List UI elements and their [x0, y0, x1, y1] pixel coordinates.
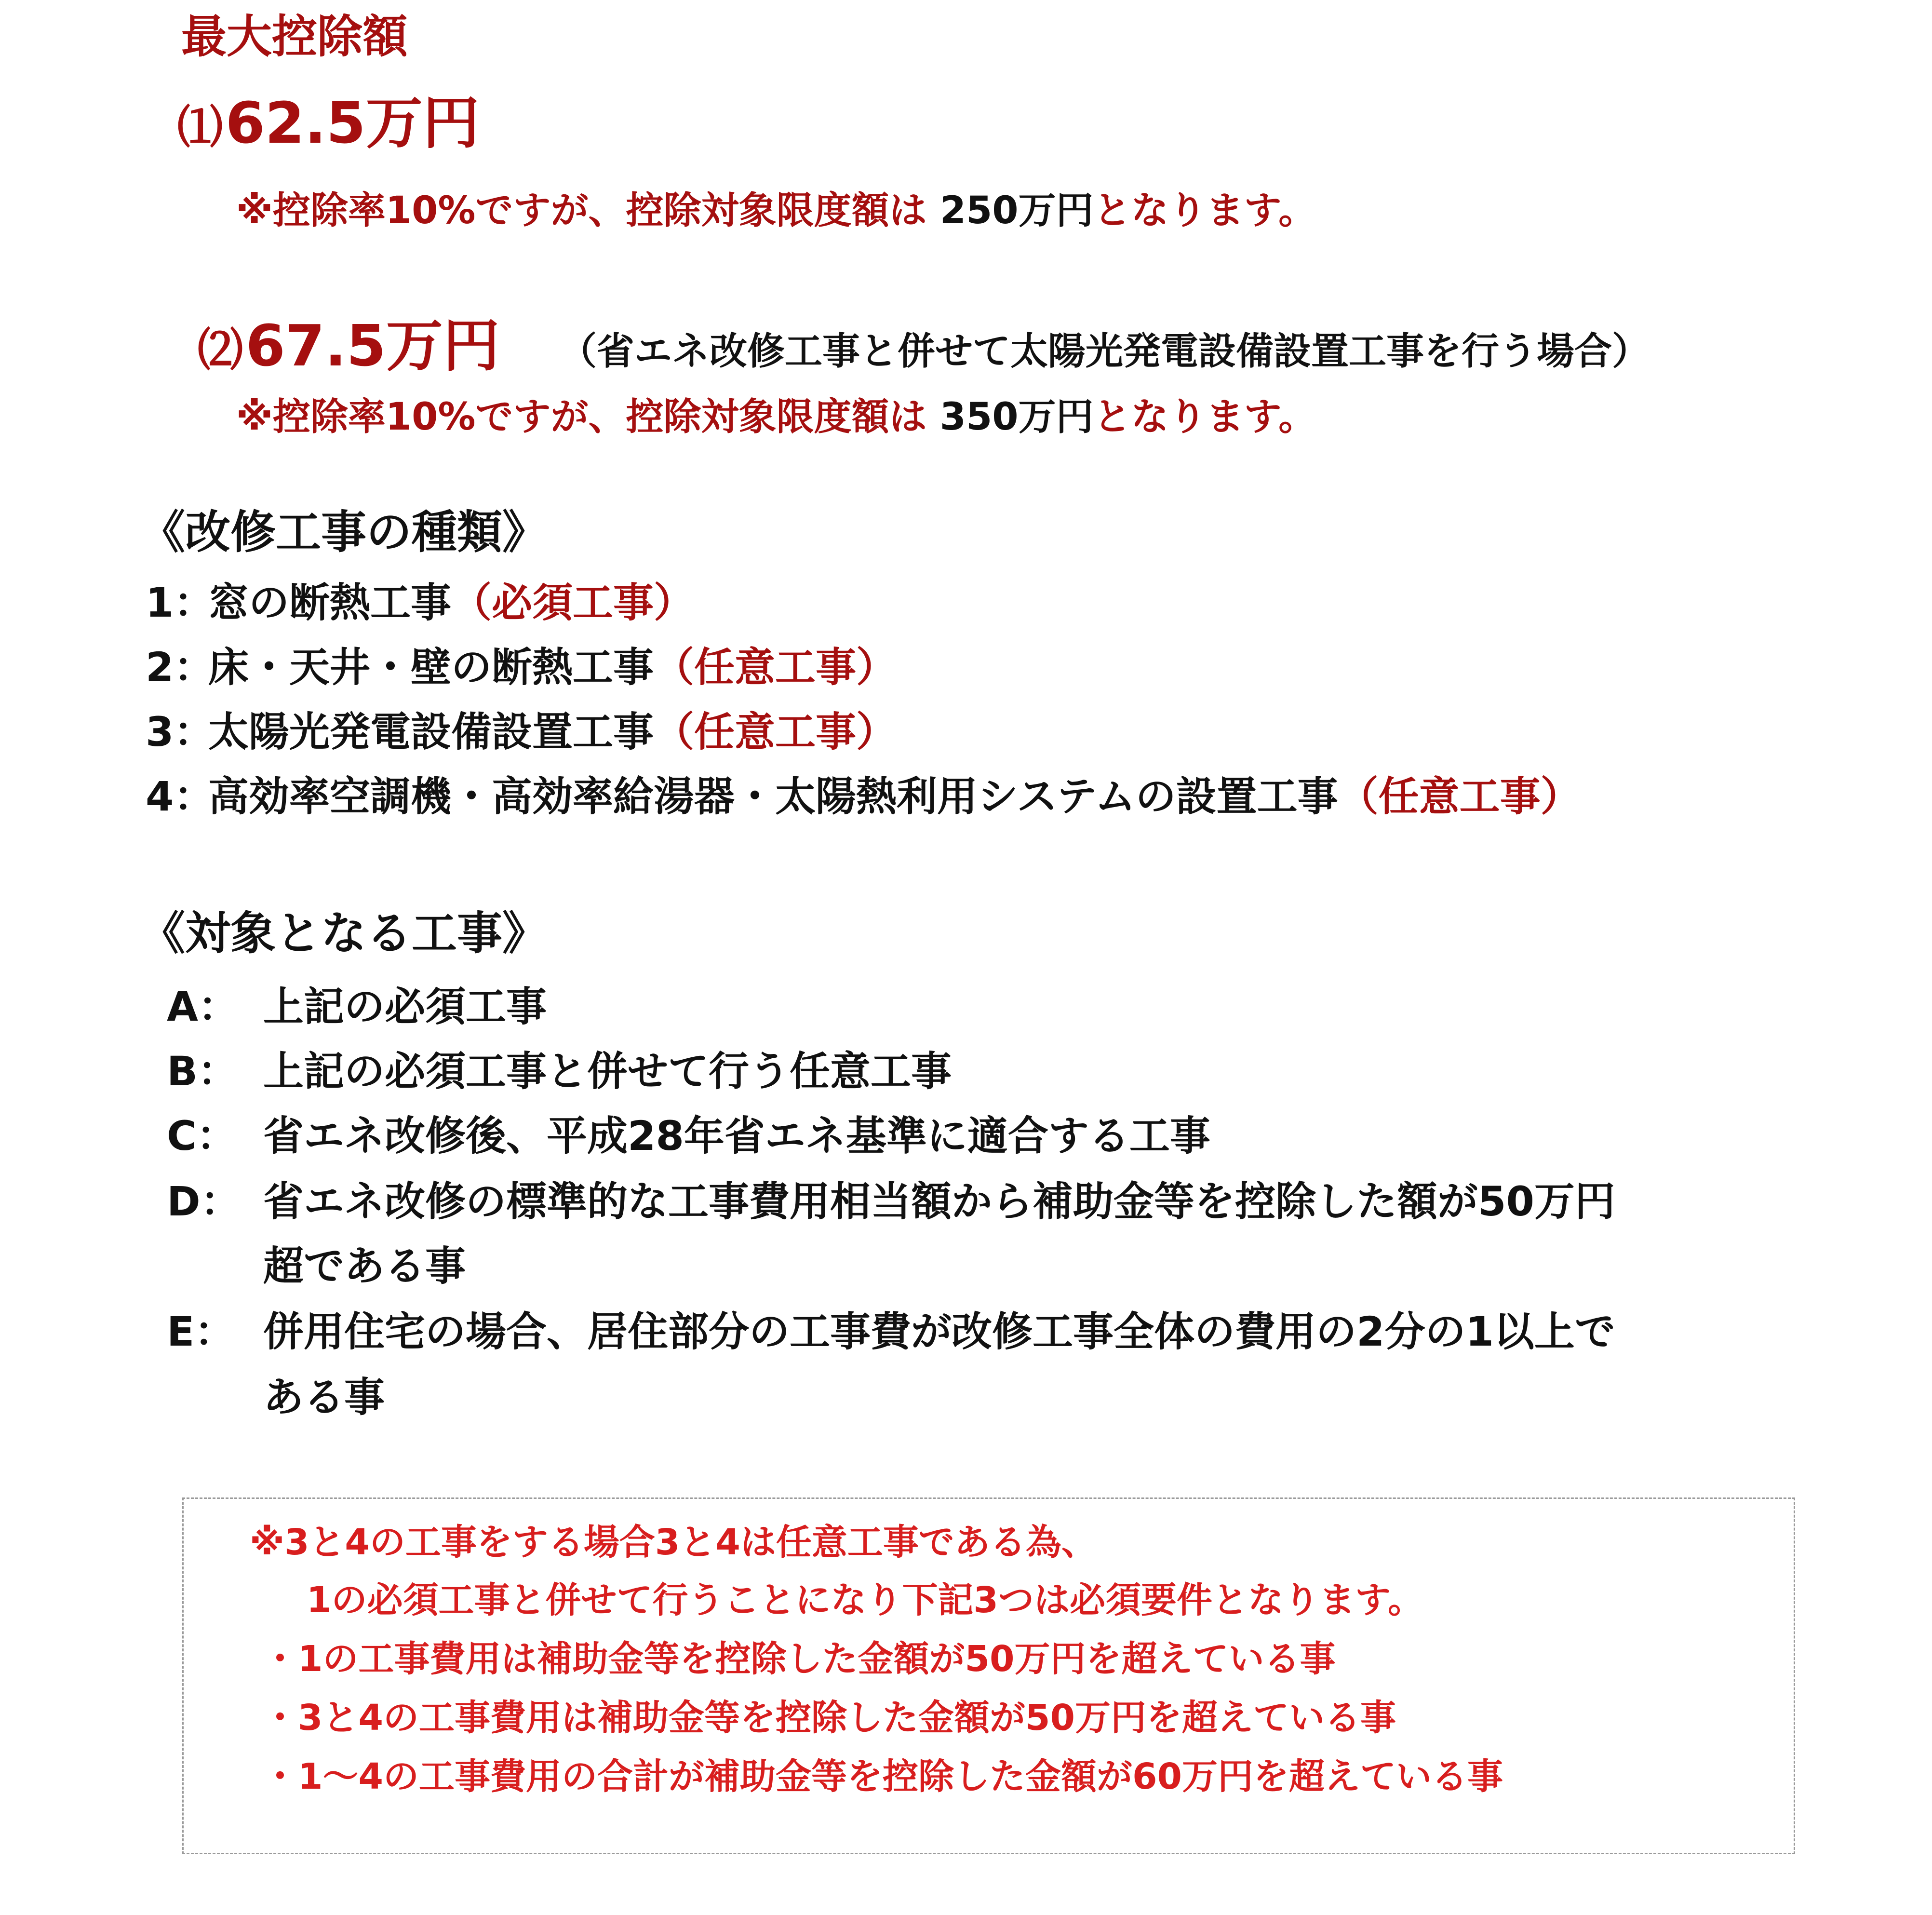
target-item-continuation: ある事 [263, 1374, 385, 1421]
notice-requirement: ・1～4の工事費用の合計が補助金等を控除した金額が60万円を超えている事 [262, 1756, 1503, 1797]
deduction-1-note-pre: ※控除率10%ですが、控除対象限度額は [236, 189, 940, 232]
target-item-text: 上記の必須工事と併せて行う任意工事 [263, 1048, 952, 1095]
type-item-number: 1： [146, 579, 215, 626]
notice-requirement: ・3と4の工事費用は補助金等を控除した金額が50万円を超えている事 [262, 1697, 1396, 1739]
deduction-2-note [236, 395, 1316, 439]
deduction-1-note-post: となります。 [1093, 189, 1316, 232]
deduction-2-amount: 67.5万円 [245, 312, 500, 379]
deduction-1-note [236, 189, 1316, 232]
target-item [167, 1178, 1615, 1225]
deduction-2-row [198, 312, 500, 379]
target-item-label: C： [167, 1112, 237, 1160]
type-item-number: 2： [146, 644, 215, 691]
type-item-text: 高効率空調機・高効率給湯器・太陽熱利用システムの設置工事 [208, 773, 1338, 820]
target-item [167, 1308, 1615, 1355]
type-item-number: 4： [146, 773, 215, 820]
target-item [167, 1048, 952, 1095]
deduction-1-amount: 62.5万円 [225, 90, 480, 156]
target-item-label: E： [167, 1308, 235, 1355]
page-title: 最大控除額 [181, 11, 408, 63]
target-item-text: 併用住宅の場合、居住部分の工事費が改修工事全体の費用の2分の1以上で [263, 1308, 1615, 1355]
types-heading: 《改修工事の種類》 [140, 506, 548, 559]
type-item-tag: （任意工事） [654, 644, 897, 691]
type-item [146, 644, 897, 691]
targets-heading: 《対象となる工事》 [140, 907, 548, 960]
target-item [167, 1112, 1210, 1160]
deduction-2-marker: ⑵ [198, 324, 243, 377]
deduction-2-condition: （省エネ改修工事と併せて太陽光発電設備設置工事を行う場合） [559, 330, 1650, 373]
type-item-text: 太陽光発電設備設置工事 [208, 708, 654, 755]
type-item-tag: （任意工事） [1338, 773, 1581, 820]
target-item-label: B： [167, 1048, 239, 1095]
type-item-number: 3： [146, 708, 215, 755]
type-item-tag: （必須工事） [451, 579, 695, 626]
type-item [146, 579, 695, 626]
target-item-label: A： [167, 983, 239, 1030]
deduction-2-limit: 350万円 [939, 395, 1094, 439]
type-item [146, 708, 897, 755]
type-item-text: 床・天井・壁の断熱工事 [208, 644, 654, 691]
target-item-text: 省エネ改修の標準的な工事費用相当額から補助金等を控除した額が50万円 [263, 1178, 1615, 1225]
notice-requirement: ・1の工事費用は補助金等を控除した金額が50万円を超えている事 [262, 1638, 1336, 1680]
target-item-continuation: 超である事 [263, 1242, 466, 1290]
type-item-text: 窓の断熱工事 [208, 579, 452, 626]
deduction-1-marker: ⑴ [177, 101, 223, 154]
notice-line-1: ※3と4の工事をする場合3と4は任意工事である為、 [250, 1522, 1097, 1563]
notice-line-2: 1の必須工事と併せて行うことになり下記3つは必須要件となります。 [307, 1579, 1424, 1621]
target-item-label: D： [167, 1178, 241, 1225]
type-item-tag: （任意工事） [654, 708, 897, 755]
deduction-2-note-pre: ※控除率10%ですが、控除対象限度額は [236, 395, 940, 439]
target-item-text: 省エネ改修後、平成28年省エネ基準に適合する工事 [263, 1112, 1210, 1160]
target-item-text: 上記の必須工事 [263, 983, 547, 1030]
deduction-2-note-post: となります。 [1093, 395, 1316, 439]
deduction-1-row [177, 90, 480, 156]
target-item [167, 983, 547, 1030]
deduction-1-limit: 250万円 [939, 189, 1094, 232]
type-item [146, 773, 1581, 820]
